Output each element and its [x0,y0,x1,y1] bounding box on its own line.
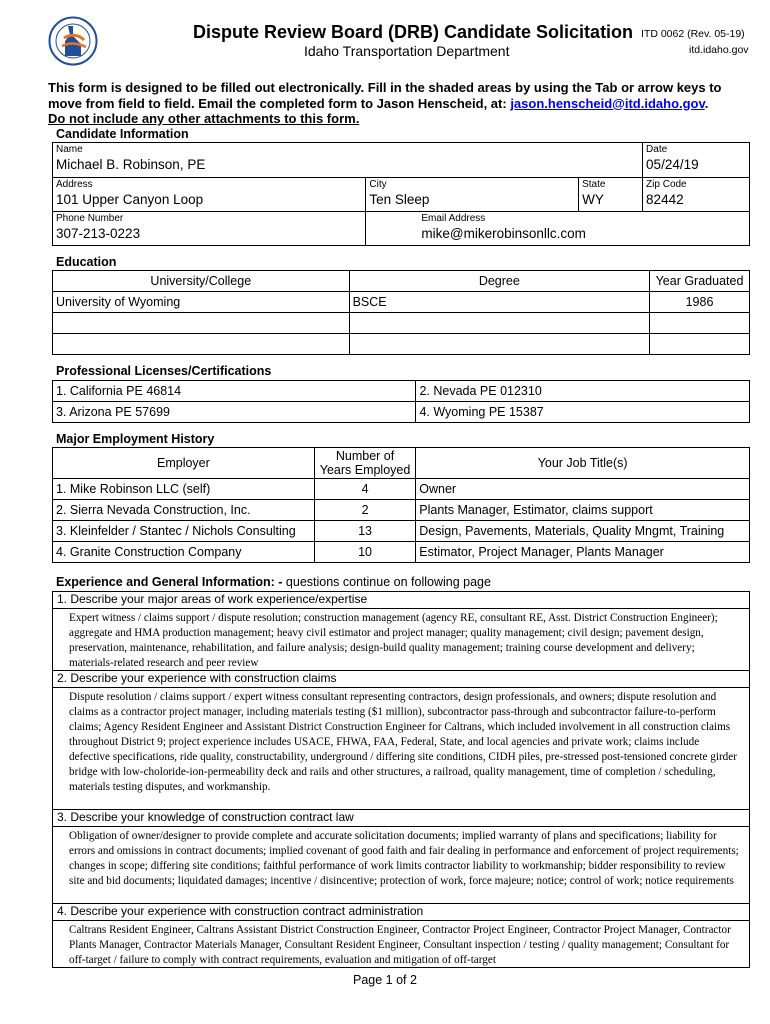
employer-field[interactable]: 1. Mike Robinson LLC (self) [53,479,315,500]
years-field[interactable]: 10 [314,542,415,563]
state-label: State [582,179,606,190]
employer-field[interactable]: 3. Kleinfelder / Stantec / Nichols Consulting [53,521,315,542]
candidate-section-title: Candidate Information [56,127,189,141]
license-field[interactable]: 2. Nevada PE 012310 [416,381,750,402]
department-name: Idaho Transportation Department [304,43,510,59]
instructions-text: This form is designed to be filled out electronically. Fill in the shaded areas by using the Tab or arrow keys to move from field to field. Email the completed form to Jason Henscheid, at: [48,80,722,111]
experience-section-heading [56,575,491,589]
question-1-answer[interactable]: Expert witness / claims support / dispute resolution; construction management (agency RE, consultant RE, Asst. District Construction Engineer); aggregate and HMA production management; heavy civil estimator and project manager; quality management; civil design; pavement design, preservation, maintenance, rehabilitation, and failure analysis; design-build quality management; training course development and delivery; materials-related research and peer review [52,609,750,670]
address-cell [53,178,366,212]
years-field[interactable]: 2 [314,500,415,521]
form-number: ITD 0062 (Rev. 05-19) [641,28,745,40]
phone-field[interactable]: 307-213-0223 [56,226,141,241]
form-title: Dispute Review Board (DRB) Candidate Solicitation [193,22,634,42]
name-label: Name [56,144,83,155]
job-title-field[interactable]: Plants Manager, Estimator, claims support [416,500,750,521]
phone-label: Phone Number [56,213,124,224]
date-label: Date [646,144,668,155]
employment-col-employer: Employer [53,448,315,479]
city-field[interactable]: Ten Sleep [369,192,430,207]
employment-col-years-line1: Number of [335,449,395,463]
date-cell [643,143,750,178]
experience-section-title: Experience and General Information: - [56,575,283,589]
job-title-field[interactable]: Owner [416,479,750,500]
employment-col-title: Your Job Title(s) [416,448,750,479]
education-university-field[interactable]: University of Wyoming [53,292,350,313]
name-cell [53,143,643,178]
phone-cell [53,212,366,246]
education-university-field[interactable] [53,313,350,334]
licenses-table [52,380,750,423]
education-section-title: Education [56,255,117,269]
education-university-field[interactable] [53,334,350,355]
experience-section-note: questions continue on following page [282,575,491,589]
zip-field[interactable]: 82442 [646,192,684,207]
address-field[interactable]: 101 Upper Canyon Loop [56,192,204,207]
education-col-year: Year Graduated [650,271,750,292]
years-field[interactable]: 13 [314,521,415,542]
licenses-section-title: Professional Licenses/Certifications [56,364,272,378]
employer-field[interactable]: 4. Granite Construction Company [53,542,315,563]
education-col-university: University/College [53,271,350,292]
contact-email-link[interactable]: jason.henscheid@itd.idaho.gov [510,95,705,111]
job-title-field[interactable]: Design, Pavements, Materials, Quality Mngmt, Training [416,521,750,542]
experience-section [52,591,750,968]
email-cell [366,212,750,246]
candidate-table [52,142,750,246]
employment-section-title: Major Employment History [56,432,215,446]
license-field[interactable]: 1. California PE 46814 [53,381,416,402]
employment-col-years [314,448,415,479]
question-2-answer[interactable]: Dispute resolution / claims support / expert witness consultant representing contractors, design professionals, and owners; dispute resolution and claims as a contractor project manager, including materials testing ($1 million), subcontractor pass-through and subcontractor failure-to-perform claims; Agency Resident Engineer and Assistant District Construction Engineer for Caltrans, which included involvement in all construction claims throughout District 9; project experience includes USACE, FHWA, FAA, Federal, State, and local agencies and private work; claims include defective specifications, ride quality, constructability, underground / differing site conditions, CIDH piles, pre-stressed post-tensioned concrete girder bridge with low-choloride-ion-permeability deck and rails and other structures, a railroad, quality management, time of completion / scheduling, materials testing disputes, and workmanship. [52,688,750,809]
question-4-label: 4. Describe your experience with construction contract administration [52,903,750,921]
education-year-field[interactable] [650,334,750,355]
date-field[interactable]: 05/24/19 [646,157,699,172]
education-year-field[interactable] [650,313,750,334]
instructions [48,80,753,127]
education-col-degree: Degree [349,271,649,292]
state-cell [579,178,643,212]
question-3-label: 3. Describe your knowledge of construction contract law [52,809,750,827]
education-degree-field[interactable] [349,334,649,355]
email-field[interactable]: mike@mikerobinsonllc.com [421,226,586,241]
address-label: Address [56,179,93,190]
education-degree-field[interactable]: BSCE [349,292,649,313]
page-number: Page 1 of 2 [353,973,417,987]
name-field[interactable]: Michael B. Robinson, PE [56,157,206,172]
license-field[interactable]: 3. Arizona PE 57699 [53,402,416,423]
education-degree-field[interactable] [349,313,649,334]
employment-table [52,447,750,563]
job-title-field[interactable]: Estimator, Project Manager, Plants Manager [416,542,750,563]
itd-logo [48,16,98,66]
instructions-period: . [704,95,709,111]
zip-label: Zip Code [646,179,687,190]
question-1-label: 1. Describe your major areas of work experience/expertise [52,591,750,609]
city-label: City [369,179,387,190]
years-field[interactable]: 4 [314,479,415,500]
employment-col-years-line2: Years Employed [319,463,411,477]
state-field[interactable]: WY [582,192,604,207]
city-cell [366,178,579,212]
zip-cell [643,178,750,212]
question-2-label: 2. Describe your experience with construction claims [52,670,750,688]
email-label: Email Address [421,213,486,224]
license-field[interactable]: 4. Wyoming PE 15387 [416,402,750,423]
employer-field[interactable]: 2. Sierra Nevada Construction, Inc. [53,500,315,521]
attachments-note: Do not include any other attachments to this form. [48,111,360,126]
question-3-answer[interactable]: Obligation of owner/designer to provide complete and accurate solicitation documents; implied warranty of plans and specifications; liability for errors and omissions in contract documents; implied covenant of good faith and fair dealing in performance and enforcement of project requirements; changes in scope; differing site conditions; faithful performance of work limits contractor liability to workmanship; bidder responsibility to review site and bid documents; liquidated damages; incentive / disincentive; protection of work, force majeure; notice; control of work; notice requirements [52,827,750,903]
website: itd.idaho.gov [689,44,749,56]
education-table [52,270,750,355]
education-year-field[interactable]: 1986 [650,292,750,313]
question-4-answer[interactable]: Caltrans Resident Engineer, Caltrans Assistant District Construction Engineer, Contractor Project Engineer, Contractor Project Manager, Contractor Plants Manager, Contractor Materials Manager, Consultant Resident Engineer, Consultant inspection / testing / quality management; Consultant for off-target / failure to comply with contract requirements, evaluation and mitigation of off-target [52,921,750,968]
